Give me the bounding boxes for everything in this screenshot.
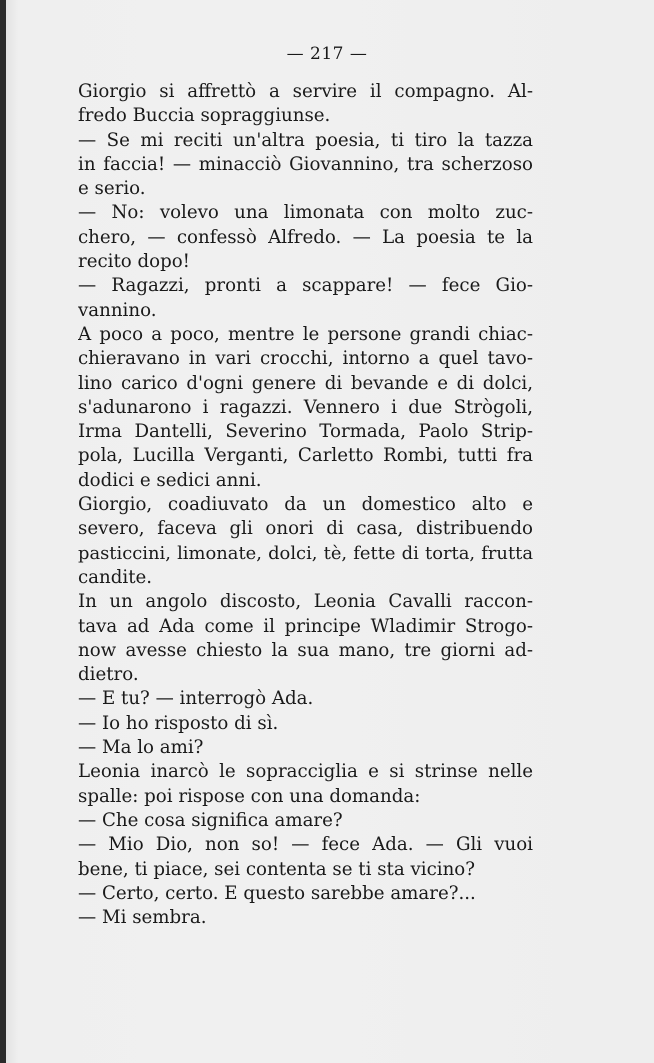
text-line: In un angolo discosto, Leonia Cavalli raccon- [78,591,533,613]
text-line: now avesse chiesto la sua mano, tre giorni ad- [78,639,533,661]
text-line: tava ad Ada come il principe Wladimir Strogo- [78,615,533,637]
text-line: fredo Buccia sopraggiunse. [78,105,331,127]
text-line: — E tu? — interrogò Ada. [78,688,314,710]
text-line: — Mi sembra. [78,907,207,929]
text-line: recito dopo! [78,251,190,273]
text-line: in faccia! — minacciò Giovannino, tra scherzoso [78,153,533,175]
text-line: Irma Dantelli, Severino Tormada, Paolo Strip- [78,421,533,443]
text-line: Giorgio si affrettò a servire il compagno. Al- [78,81,533,102]
text-line: — Se mi reciti un'altra poesia, ti tiro la tazza [78,129,533,151]
text-line: pola, Lucilla Verganti, Carletto Rombi, tutti fra [78,445,533,467]
text-line: vannino. [78,299,157,321]
text-line: — Io ho risposto di sì. [78,712,279,734]
text-line: Leonia inarcò le sopracciglia e si strinse nelle [78,761,533,783]
text-line: dietro. [78,664,139,686]
text-line: — Certo, certo. E questo sarebbe amare?... [78,882,476,904]
text-line: spalle: poi rispose con una domanda: [78,785,421,807]
text-line: severo, faceva gli onori di casa, distribuendo [78,518,533,540]
text-body [78,80,533,930]
text-line: — No: volevo una limonata con molto zuc- [78,202,533,224]
text-line: — Mio Dio, non so! — fece Ada. — Gli vuoi [78,834,533,856]
page-binding-edge [0,0,6,1063]
text-line: dodici e sedici anni. [78,469,262,491]
text-line: lino carico d'ogni genere di bevande e di dolci, [78,372,533,394]
text-line: pasticcini, limonate, dolci, tè, fette di torta, frutta [78,542,533,564]
text-line: bene, ti piace, sei contenta se ti sta vicino? [78,858,475,880]
page-number: — 217 — [286,44,368,64]
text-line: A poco a poco, mentre le persone grandi chiac- [78,323,533,345]
text-line: chieravano in vari crocchi, intorno a quel tavo- [78,348,533,370]
text-line: e serio. [78,178,146,200]
text-line: chero, — confessò Alfredo. — La poesia te la [78,226,533,248]
text-line: — Che cosa significa amare? [78,809,343,831]
text-line: — Ma lo ami? [78,737,204,759]
text-line: — Ragazzi, pronti a scappare! — fece Gio- [78,275,533,297]
text-line: candite. [78,566,153,588]
text-line: s'adunarono i ragazzi. Vennero i due Strògoli, [78,396,533,418]
text-line: Giorgio, coadiuvato da un domestico alto e [78,494,533,516]
